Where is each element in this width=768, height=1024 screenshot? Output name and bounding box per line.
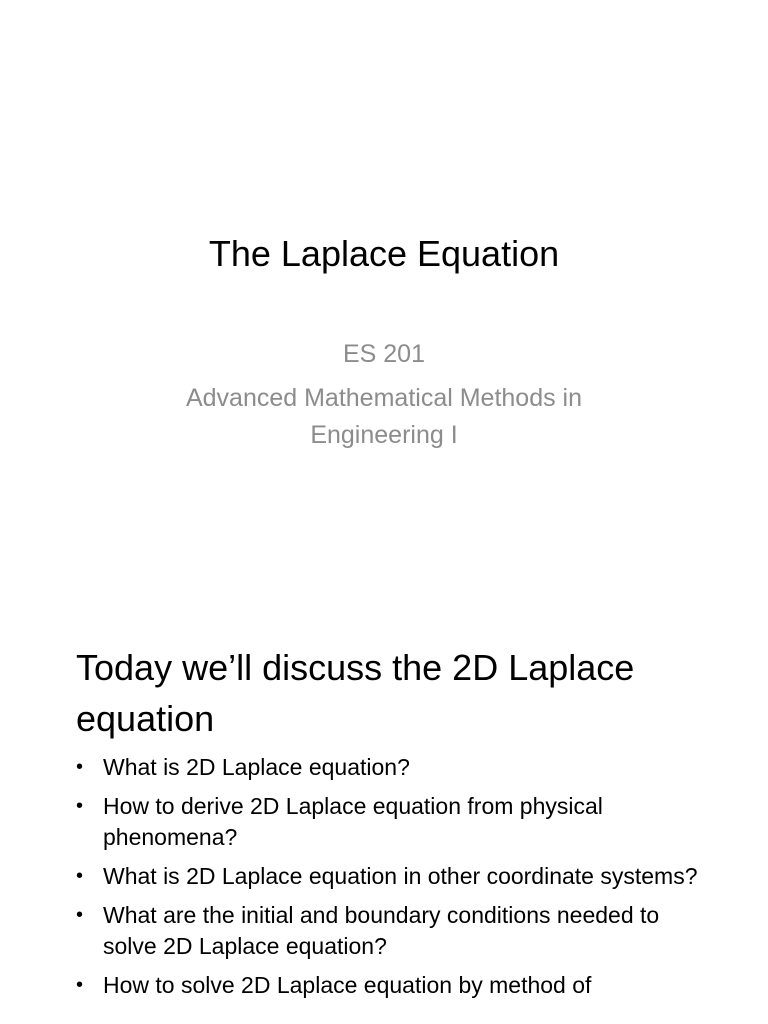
bullet-text: What is 2D Laplace equation? bbox=[103, 754, 410, 780]
bullet-text: How to solve 2D Laplace equation by method of bbox=[103, 972, 592, 998]
bullet-text: What are the initial and boundary conditions needed to solve 2D Laplace equation? bbox=[103, 902, 660, 959]
bullet-list bbox=[76, 752, 706, 1009]
bullet-icon: • bbox=[76, 795, 84, 817]
bullet-icon: • bbox=[76, 974, 84, 996]
bullet-icon: • bbox=[76, 756, 84, 778]
slide-title: The Laplace Equation bbox=[208, 233, 560, 274]
bullet-icon: • bbox=[76, 904, 84, 926]
bullet-item bbox=[76, 752, 706, 783]
course-code: ES 201 bbox=[342, 340, 425, 368]
subtitle-block bbox=[0, 334, 768, 454]
content-slide bbox=[0, 620, 768, 1024]
bullet-item bbox=[76, 861, 706, 892]
bullet-text: How to derive 2D Laplace equation from physical phenomena? bbox=[103, 793, 603, 850]
bullet-item bbox=[76, 970, 706, 1001]
content-heading: Today we’ll discuss the 2D Laplace equation bbox=[76, 647, 635, 739]
bullet-text: What is 2D Laplace equation in other coordinate systems? bbox=[103, 863, 698, 889]
bullet-item bbox=[76, 791, 706, 853]
bullet-item bbox=[76, 900, 706, 962]
course-name: Advanced Mathematical Methods in Engineering I bbox=[185, 384, 583, 449]
bullet-icon: • bbox=[76, 865, 84, 887]
